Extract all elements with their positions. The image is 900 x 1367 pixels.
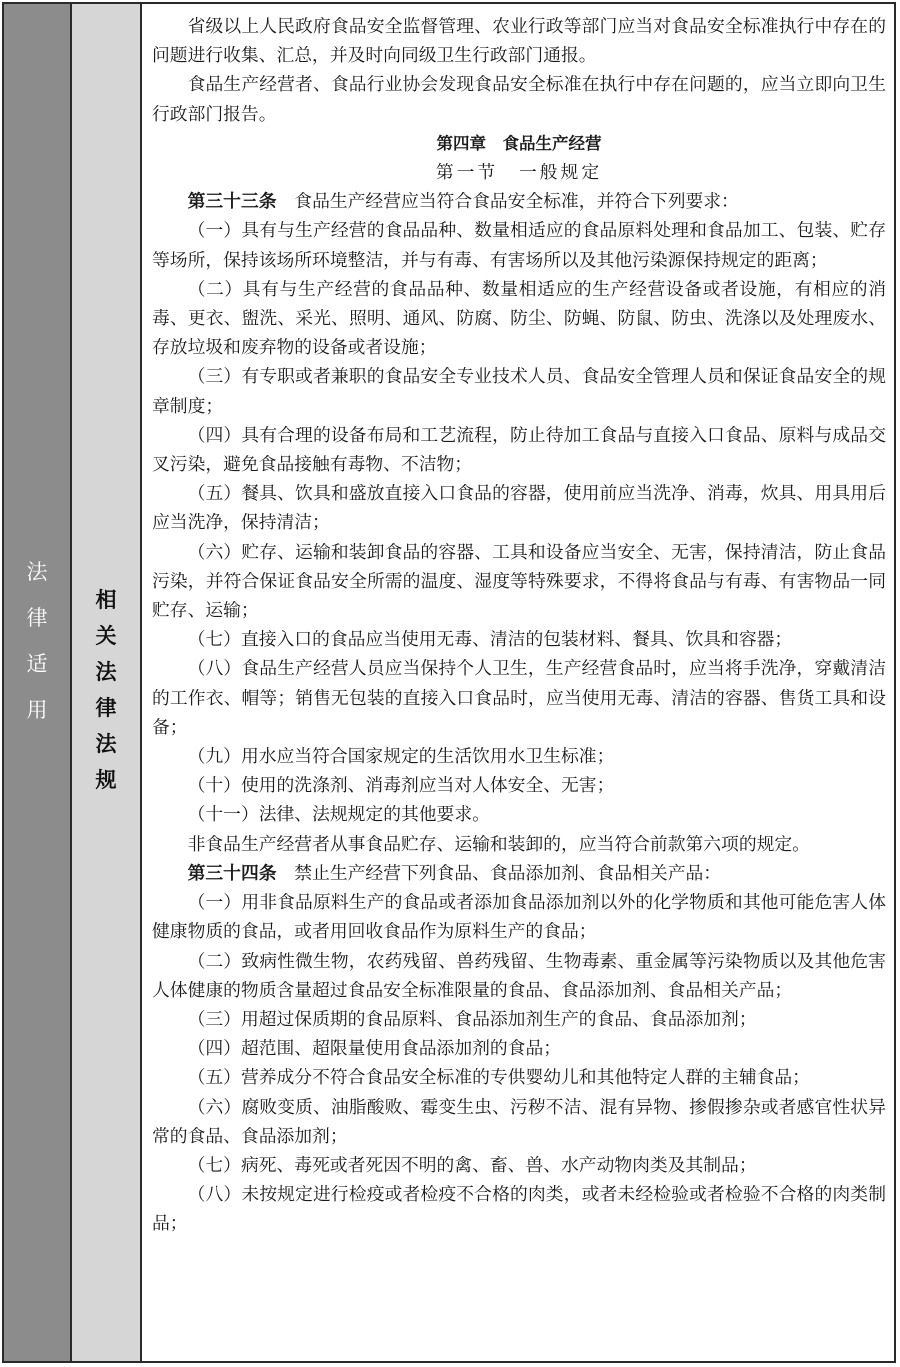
paragraph: 省级以上人民政府食品安全监督管理、农业行政等部门应当对食品安全标准执行中存在的问题进行收集、汇总，并及时向同级卫生行政部门通报。 <box>152 16 886 67</box>
list-item: （八）未按规定进行检疫或者检疫不合格的肉类，或者未经检验或者检验不合格的肉类制品； <box>152 1184 886 1235</box>
article-label: 第三十四条 <box>187 862 277 884</box>
category-char: 律 <box>26 606 48 630</box>
list-item: （九）用水应当符合国家规定的生活饮用水卫生标准； <box>187 746 615 768</box>
list-item: （八）食品生产经营人员应当保持个人卫生，生产经营食品时，应当将手洗净，穿戴清洁的工作衣、帽等；销售无包装的直接入口食品时，应当使用无毒、清洁的容器、售货工具和设备； <box>152 658 886 738</box>
article-33 <box>152 187 886 216</box>
list-item: （二）具有与生产经营的食品品种、数量相适应的生产经营设备或者设施，有相应的消毒、更衣、盥洗、采光、照明、通风、防腐、防尘、防蝇、防鼠、防虫、洗涤以及处理废水、存放垃圾和废弃物的设备或者设施； <box>152 278 886 359</box>
subcategory-label <box>72 582 140 798</box>
article-label: 第三十三条 <box>187 191 277 213</box>
list-item: （四）具有合理的设备布局和工艺流程，防止待加工食品与直接入口食品、原料与成品交叉污染，避免食品接触有毒物、不洁物； <box>152 424 886 476</box>
subcategory-char: 法 <box>95 732 117 756</box>
list-item: （一）用非食品原料生产的食品或者添加食品添加剂以外的化学物质和其他可能危害人体健康物质的食品，或者用回收食品作为原料生产的食品； <box>152 892 886 943</box>
category-char: 适 <box>26 652 48 676</box>
subcategory-char: 规 <box>95 768 117 792</box>
category-column <box>4 4 72 1361</box>
list-item: （七）病死、毒死或者死因不明的禽、畜、兽、水产动物肉类及其制品； <box>187 1154 757 1176</box>
list-item: （三）用超过保质期的食品原料、食品添加剂生产的食品、食品添加剂； <box>187 1008 757 1030</box>
chapter-title: 第四章 食品生产经营 <box>436 133 602 153</box>
list-item: （十）使用的洗涤剂、消毒剂应当对人体安全、无害； <box>187 775 615 797</box>
paragraph: 食品生产经营者、食品行业协会发现食品安全标准在执行中存在问题的，应当立即向卫生行政部门报告。 <box>152 74 886 125</box>
list-item: （五）营养成分不符合食品安全标准的专供婴幼儿和其他特定人群的主辅食品； <box>187 1067 810 1089</box>
list-item: （十一）法律、法规规定的其他要求。 <box>187 804 490 826</box>
list-item: （七）直接入口的食品应当使用无毒、清洁的包装材料、餐具、饮具和容器； <box>187 629 793 651</box>
list-item: （四）超范围、超限量使用食品添加剂的食品； <box>187 1038 562 1060</box>
list-item: （三）有专职或者兼职的食品安全专业技术人员、食品安全管理人员和保证食品安全的规章制度； <box>152 366 886 417</box>
subcategory-char: 相 <box>95 588 117 612</box>
document-table <box>2 2 896 1363</box>
subcategory-char: 法 <box>95 660 117 684</box>
list-item: （一）具有与生产经营的食品品种、数量相适应的食品原料处理和食品加工、包装、贮存等场所，保持该场所环境整洁，并与有毒、有害场所以及其他污染源保持规定的距离； <box>152 220 886 271</box>
subcategory-char: 关 <box>95 624 117 648</box>
law-text-column <box>142 4 894 1361</box>
category-char: 用 <box>26 698 48 722</box>
list-item: （六）腐败变质、油脂酸败、霉变生虫、污秽不洁、混有异物、掺假掺杂或者感官性状异常的食品、食品添加剂； <box>152 1096 886 1147</box>
list-item: （五）餐具、饮具和盛放直接入口食品的容器，使用前应当洗净、消毒，炊具、用具用后应当洗净，保持清洁； <box>152 483 886 534</box>
category-char: 法 <box>26 560 48 584</box>
article-text: 食品生产经营应当符合食品安全标准，并符合下列要求： <box>276 191 739 213</box>
list-item: （二）致病性微生物，农药残留、兽药残留、生物毒素、重金属等污染物质以及其他危害人体健康的物质含量超过食品安全标准限量的食品、食品添加剂、食品相关产品； <box>152 950 886 1001</box>
paragraph: 非食品生产经营者从事食品贮存、运输和装卸的，应当符合前款第六项的规定。 <box>187 833 810 855</box>
subcategory-column <box>72 4 142 1361</box>
section-title: 第一节 一般规定 <box>435 162 603 184</box>
subcategory-char: 律 <box>95 696 117 720</box>
article-34 <box>152 859 886 888</box>
list-item: （六）贮存、运输和装卸食品的容器、工具和设备应当安全、无害，保持清洁，防止食品污染，并符合保证食品安全所需的温度、湿度等特殊要求，不得将食品与有毒、有害物品一同贮存、运输； <box>152 541 886 622</box>
category-label <box>4 549 70 733</box>
article-text: 禁止生产经营下列食品、食品添加剂、食品相关产品： <box>276 862 722 884</box>
